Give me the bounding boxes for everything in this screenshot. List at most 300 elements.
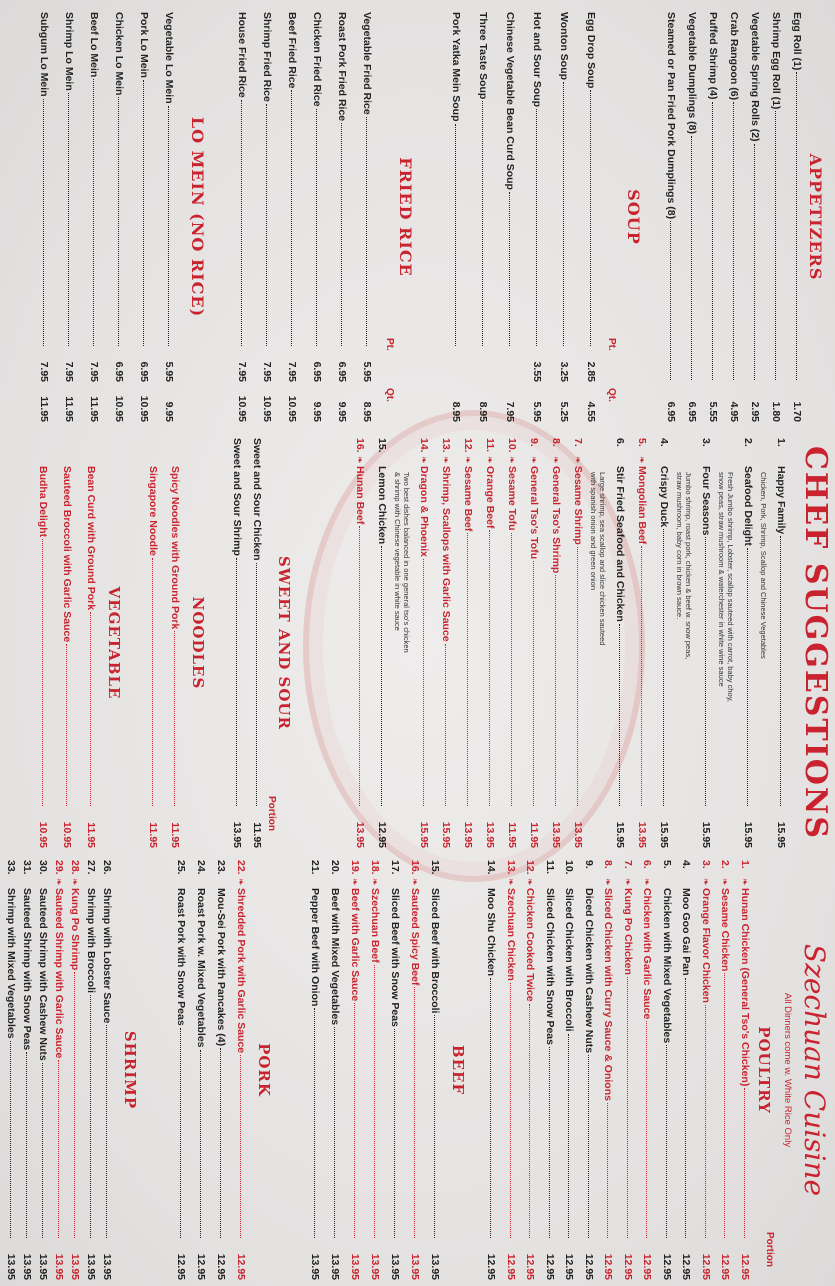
- item-price: 15.95: [742, 821, 754, 848]
- item-number: 9.: [528, 438, 540, 447]
- pork-item[interactable]: [175, 860, 187, 1280]
- appetizers-item[interactable]: [686, 12, 698, 422]
- chili-pepper-icon: ❧: [355, 456, 365, 464]
- item-number: 26.: [101, 860, 113, 875]
- item-number: 1.: [739, 860, 751, 869]
- pint-price: 6.95: [336, 361, 348, 382]
- pork-item[interactable]: [235, 860, 247, 1280]
- leader-dots: [291, 90, 292, 346]
- quart-price: 10.95: [261, 395, 273, 422]
- item-price: 15.95: [614, 821, 626, 848]
- chili-pepper-icon: ❧: [701, 878, 711, 886]
- item-name: Sliced Chicken with Broccoli: [563, 888, 576, 1032]
- sweet-sour-title: SWEET AND SOUR: [275, 556, 293, 730]
- leader-dots: [705, 537, 706, 806]
- leader-dots: [670, 221, 671, 380]
- chili-pepper-icon: ❧: [573, 456, 583, 464]
- chef-item[interactable]: [506, 438, 518, 848]
- item-name: Sliced Beef with Snow Peas: [389, 888, 401, 1027]
- item-name: Sesame Chicken: [719, 888, 732, 972]
- item-number: 19.: [349, 860, 361, 875]
- fried-rice-item[interactable]: [286, 12, 298, 422]
- leader-dots: [42, 1063, 43, 1238]
- item-name: General Tso's Tofu: [528, 466, 540, 560]
- quart-price: 5.95: [531, 401, 543, 422]
- item-price: 12.95: [485, 1253, 498, 1280]
- leader-dots: [180, 1028, 181, 1238]
- leader-dots: [366, 117, 367, 346]
- leader-dots: [220, 1048, 221, 1238]
- item-price: 1.80: [770, 401, 782, 422]
- item-name: Sesame Beef: [462, 466, 474, 532]
- item-name: Shrimp with Lobster Sauce: [101, 888, 113, 1024]
- poultry-item[interactable]: [583, 860, 595, 1280]
- item-price: 13.95: [462, 821, 474, 848]
- item-price: 12.95: [700, 1253, 712, 1280]
- item-description: & shrimp with Chinese vegetable in white sauce: [393, 472, 402, 631]
- lo-mein-item[interactable]: [88, 12, 100, 422]
- quart-price: 11.95: [63, 396, 75, 422]
- item-price: 13.95: [309, 1253, 321, 1280]
- leader-dots: [236, 558, 237, 806]
- leader-dots: [445, 644, 446, 806]
- poultry-item[interactable]: [720, 860, 732, 1280]
- chef-item[interactable]: [700, 438, 712, 848]
- chef-item[interactable]: [572, 438, 584, 848]
- item-name: Shredded Pork with Garlic Sauce: [235, 888, 247, 1054]
- chili-pepper-icon: ❧: [441, 456, 451, 464]
- item-name: Egg Roll (1): [791, 12, 803, 71]
- leader-dots: [549, 1047, 550, 1238]
- pork-item[interactable]: [215, 860, 227, 1280]
- leader-dots: [240, 1055, 241, 1238]
- poultry-item[interactable]: [544, 860, 556, 1280]
- sweet-sour-item[interactable]: [231, 438, 243, 848]
- fried-rice-title: FRIED RICE: [396, 157, 415, 277]
- chili-pepper-icon: ❧: [70, 878, 80, 886]
- leader-dots: [423, 559, 424, 806]
- sweet-sour-portion-label: Portion: [266, 796, 277, 831]
- item-number: 8.: [602, 860, 615, 869]
- chef-item[interactable]: [440, 438, 452, 848]
- appetizers-item[interactable]: [707, 12, 719, 422]
- soup-item[interactable]: [585, 12, 597, 422]
- lo-mein-item[interactable]: [63, 12, 75, 422]
- dinner-note: All Dinners come w. White Rice Only: [782, 992, 793, 1148]
- quart-price: 4.55: [585, 401, 597, 422]
- chef-item[interactable]: [354, 438, 366, 848]
- quart-price: 10.95: [286, 395, 298, 422]
- pint-price: 3.55: [531, 361, 543, 382]
- appetizers-title: APPETIZERS: [806, 153, 825, 281]
- leader-dots: [509, 192, 510, 346]
- item-number: 17.: [389, 860, 401, 875]
- item-name: Happy Family: [775, 466, 787, 535]
- item-name: Sweet and Sour Shrimp: [231, 438, 243, 556]
- leader-dots: [780, 536, 781, 806]
- leader-dots: [577, 547, 578, 806]
- soup-item[interactable]: [477, 12, 489, 422]
- pint-price: 3.25: [558, 361, 570, 382]
- poultry-item[interactable]: [525, 860, 537, 1280]
- leader-dots: [354, 1003, 355, 1238]
- pint-price: 6.95: [311, 361, 323, 382]
- item-number: 1.: [775, 438, 787, 447]
- leader-dots: [374, 965, 375, 1238]
- fried-rice-item[interactable]: [236, 12, 248, 422]
- quart-price: 8.95: [450, 401, 462, 422]
- item-name: Pepper Beef with Onion: [309, 888, 321, 1007]
- item-name: Three Taste Soup: [477, 12, 489, 100]
- item-name: Subgum Lo Mein: [38, 12, 50, 97]
- item-name: Szechuan Chicken: [505, 888, 517, 981]
- fried-rice-item[interactable]: [261, 12, 273, 422]
- leader-dots: [775, 111, 776, 380]
- chili-pepper-icon: ❧: [463, 456, 473, 464]
- item-price: 15.95: [440, 821, 452, 848]
- leader-dots: [747, 548, 748, 806]
- beef-title: BEEF: [449, 1044, 467, 1096]
- beef-item[interactable]: [389, 860, 401, 1280]
- leader-dots: [588, 1055, 589, 1238]
- shrimp-item[interactable]: [5, 860, 17, 1280]
- item-name: Steamed or Pan Fried Pork Dumplings (8): [665, 12, 677, 220]
- item-name: Sliced Beef with Broccoli: [429, 888, 441, 1014]
- left-column: [0, 12, 835, 422]
- leader-dots: [58, 1060, 59, 1238]
- item-price: 12.95: [215, 1253, 227, 1280]
- leader-dots: [754, 144, 755, 380]
- chili-pepper-icon: ❧: [370, 878, 380, 886]
- fried-rice-item[interactable]: [336, 12, 348, 422]
- chef-item[interactable]: [462, 438, 474, 848]
- item-price: 12.95: [641, 1253, 654, 1280]
- chef-item[interactable]: [418, 438, 430, 848]
- pint-price: 7.95: [236, 361, 248, 382]
- item-description: straw mushroom, baby corn in brown sauce.: [675, 472, 684, 620]
- item-number: 9.: [583, 860, 595, 869]
- item-price: 5.55: [707, 401, 719, 422]
- vegetable-title: VEGETABLE: [105, 586, 123, 700]
- appetizers-item[interactable]: [728, 12, 740, 422]
- leader-dots: [705, 1005, 706, 1238]
- item-price: 6.95: [686, 401, 698, 422]
- shrimp-item[interactable]: [21, 860, 33, 1280]
- leader-dots: [563, 82, 564, 346]
- item-number: 33.: [5, 860, 17, 875]
- leader-dots: [256, 563, 257, 806]
- chili-pepper-icon: ❧: [506, 878, 516, 886]
- poultry-item[interactable]: [642, 860, 654, 1280]
- item-number: 27.: [85, 860, 97, 875]
- item-number: 11.: [484, 438, 496, 453]
- item-name: Roast Pork with Snow Peas: [175, 888, 187, 1026]
- poultry-item[interactable]: [700, 860, 712, 1280]
- soup-item[interactable]: [531, 12, 543, 422]
- quart-price: 10.95: [236, 395, 248, 422]
- leader-dots: [666, 1045, 667, 1238]
- item-name: Vegetable Lo Mein: [163, 12, 175, 104]
- chef-item[interactable]: [614, 438, 626, 848]
- sweet-sour-item[interactable]: [251, 438, 263, 848]
- leader-dots: [733, 102, 734, 380]
- chili-pepper-icon: ❧: [410, 878, 420, 886]
- item-name: Shrimp Egg Roll (1): [770, 12, 782, 110]
- item-price: 11.95: [85, 822, 97, 848]
- item-name: Sauteed Shrimp with Cashew Nuts: [37, 888, 49, 1061]
- chili-pepper-icon: ❧: [236, 878, 246, 886]
- item-price: 13.95: [37, 1253, 49, 1280]
- leader-dots: [489, 530, 490, 806]
- soup-item[interactable]: [450, 12, 462, 422]
- vegetable-item[interactable]: [61, 438, 73, 848]
- item-price: 13.95: [5, 1253, 17, 1280]
- item-price: 13.95: [101, 1253, 113, 1280]
- leader-dots: [168, 106, 169, 346]
- item-number: 12.: [524, 860, 537, 875]
- item-name: Roast Pork w. Mixed Vegetables: [195, 888, 207, 1048]
- item-price: 13.95: [636, 821, 648, 848]
- pint-price: 7.95: [261, 361, 273, 382]
- item-name: Chinese Vegetable Bean Curd Soup: [504, 12, 516, 190]
- pint-price: 5.95: [361, 361, 373, 382]
- item-name: House Fried Rice: [236, 12, 248, 98]
- poultry-item[interactable]: [564, 860, 576, 1280]
- noodles-item[interactable]: [147, 438, 159, 848]
- item-price: 1.70: [791, 401, 803, 422]
- leader-dots: [712, 102, 713, 380]
- noodles-item[interactable]: [169, 438, 181, 848]
- item-price: 12.95: [505, 1253, 517, 1280]
- shrimp-item[interactable]: [37, 860, 49, 1280]
- leader-dots: [555, 575, 556, 806]
- leader-dots: [511, 533, 512, 806]
- soup-pt-label: Pt.: [606, 338, 617, 351]
- poultry-title: POULTRY: [755, 1026, 773, 1114]
- item-name: Stir Fried Seafood and Chicken: [614, 466, 626, 622]
- chef-item[interactable]: [775, 438, 787, 848]
- leader-dots: [118, 97, 119, 346]
- item-price: 13.95: [329, 1253, 341, 1280]
- item-name: General Tso's Shrimp: [550, 466, 562, 574]
- item-number: 16.: [409, 860, 421, 875]
- item-price: 12.95: [719, 1253, 732, 1280]
- item-number: 14.: [418, 438, 430, 453]
- item-price: 12.95: [563, 1253, 576, 1280]
- item-name: Beef Lo Mein: [88, 12, 100, 78]
- item-price: 13.95: [429, 1253, 441, 1280]
- shrimp-item[interactable]: [85, 860, 97, 1280]
- item-name: Crispy Duck: [658, 466, 670, 528]
- item-price: 11.95: [251, 822, 263, 848]
- vegetable-item[interactable]: [37, 438, 49, 848]
- item-number: 5.: [636, 438, 648, 447]
- leader-dots: [455, 124, 456, 346]
- item-price: 15.95: [418, 821, 430, 848]
- pint-price: 5.95: [163, 361, 175, 382]
- item-name: Crab Rangoon (6): [728, 12, 740, 101]
- item-name: Lemon Chicken: [376, 466, 388, 545]
- poultry-item[interactable]: [681, 860, 693, 1280]
- item-price: 12.95: [544, 1253, 556, 1280]
- chef-item[interactable]: [550, 438, 562, 848]
- item-number: 23.: [215, 860, 227, 875]
- leader-dots: [143, 80, 144, 346]
- quart-price: 10.95: [113, 395, 125, 422]
- item-number: 2.: [719, 860, 732, 869]
- item-price: 13.95: [231, 821, 243, 848]
- appetizers-item[interactable]: [770, 12, 782, 422]
- appetizers-item[interactable]: [749, 12, 761, 422]
- chef-item[interactable]: [658, 438, 670, 848]
- item-number: 28.: [69, 860, 81, 875]
- poultry-item[interactable]: [622, 860, 634, 1280]
- leader-dots: [381, 546, 382, 806]
- item-name: Sauteed Broccoli with Garlic Sauce: [61, 466, 73, 643]
- soup-item[interactable]: [504, 12, 516, 422]
- item-number: 15.: [376, 438, 388, 453]
- soup-item[interactable]: [558, 12, 570, 422]
- leader-dots: [536, 109, 537, 346]
- chef-item[interactable]: [528, 438, 540, 848]
- chili-pepper-icon: ❧: [720, 878, 731, 886]
- item-price: 11.95: [147, 822, 159, 848]
- fried-rice-item[interactable]: [361, 12, 373, 422]
- lo-mein-item[interactable]: [38, 12, 50, 422]
- item-price: 11.95: [169, 822, 181, 848]
- beef-item[interactable]: [349, 860, 361, 1280]
- item-name: Sesame Tofu: [506, 466, 518, 531]
- item-price: 10.95: [61, 821, 73, 848]
- pint-price: 7.95: [63, 361, 75, 382]
- pork-item[interactable]: [195, 860, 207, 1280]
- leader-dots: [434, 1015, 435, 1238]
- leader-dots: [725, 973, 726, 1238]
- chef-item[interactable]: [742, 438, 754, 848]
- fried-rice-qt-label: Qt.: [384, 388, 395, 402]
- item-name: Kung Po Chicken: [622, 888, 634, 975]
- middle-column: [0, 438, 835, 848]
- item-number: 7.: [622, 860, 634, 869]
- beef-item[interactable]: [409, 860, 421, 1280]
- item-name: Bean Curd with Ground Pork: [85, 466, 97, 611]
- vegetable-item[interactable]: [85, 438, 97, 848]
- item-number: 3.: [700, 438, 712, 447]
- item-number: 31.: [21, 860, 33, 875]
- soup-title: SOUP: [624, 189, 643, 245]
- leader-dots: [359, 526, 360, 806]
- leader-dots: [641, 546, 642, 806]
- lo-mein-item[interactable]: [138, 12, 150, 422]
- item-number: 29.: [53, 860, 65, 875]
- noodles-title: NOODLES: [189, 596, 207, 690]
- quart-price: 11.95: [38, 396, 50, 422]
- item-description: Large shrimp, sea scallop and slice chicken sauteed: [598, 472, 607, 646]
- item-price: 2.95: [749, 401, 761, 422]
- item-name: Beef Fried Rice: [286, 12, 298, 89]
- beef-item[interactable]: [429, 860, 441, 1280]
- item-name: Mou-Sei Pork with Pancakes (4): [215, 888, 227, 1047]
- shrimp-item[interactable]: [69, 860, 81, 1280]
- shrimp-item[interactable]: [101, 860, 113, 1280]
- poultry-item[interactable]: [739, 860, 751, 1280]
- chef-suggestions-title: CHEF SUGGESTIONS: [798, 445, 833, 840]
- item-number: 13.: [505, 860, 517, 875]
- item-name: Hunan Chicken (General Tso's Chicken): [739, 888, 751, 1087]
- chef-item[interactable]: [484, 438, 496, 848]
- item-number: 6.: [641, 860, 654, 869]
- appetizers-item[interactable]: [665, 12, 677, 422]
- chef-item[interactable]: [376, 438, 388, 848]
- item-price: 12.95: [739, 1253, 751, 1280]
- leader-dots: [93, 79, 94, 346]
- item-name: Singapore Noodle: [147, 466, 159, 556]
- chili-pepper-icon: ❧: [603, 878, 614, 886]
- quart-price: 10.95: [138, 395, 150, 422]
- poultry-item[interactable]: [486, 860, 498, 1280]
- poultry-item[interactable]: [505, 860, 517, 1280]
- item-price: 13.95: [409, 1253, 421, 1280]
- lo-mein-item[interactable]: [163, 12, 175, 422]
- item-number: 24.: [195, 860, 207, 875]
- pork-title: PORK: [255, 1043, 273, 1097]
- chef-item[interactable]: [636, 438, 648, 848]
- item-name: Sliced Chicken with Curry Sauce & Onions: [602, 888, 615, 1101]
- chili-pepper-icon: ❧: [642, 878, 653, 886]
- poultry-item[interactable]: [661, 860, 673, 1280]
- item-name: Puffed Shrimp (4): [707, 12, 719, 100]
- beef-item[interactable]: [329, 860, 341, 1280]
- item-price: 15.95: [658, 821, 670, 848]
- beef-item[interactable]: [309, 860, 321, 1280]
- fried-rice-item[interactable]: [311, 12, 323, 422]
- beef-item[interactable]: [369, 860, 381, 1280]
- shrimp-item[interactable]: [53, 860, 65, 1280]
- item-description: Chicken, Pork, Shrimp, Scallop and Chinese Vegetables: [759, 472, 768, 659]
- item-name: Sesame Shrimp: [572, 466, 584, 545]
- shrimp-title: SHRIMP: [121, 1030, 139, 1110]
- appetizers-item[interactable]: [791, 12, 803, 422]
- quart-price: 8.95: [361, 401, 373, 422]
- lo-mein-item[interactable]: [113, 12, 125, 422]
- item-price: 12.95: [524, 1253, 537, 1280]
- item-number: 5.: [661, 860, 673, 869]
- item-price: 12.95: [622, 1253, 634, 1280]
- leader-dots: [467, 533, 468, 806]
- leader-dots: [491, 978, 492, 1238]
- fried-rice-pt-label: Pt.: [384, 338, 395, 351]
- item-price: 13.95: [85, 1253, 97, 1280]
- chili-pepper-icon: ❧: [525, 878, 536, 886]
- leader-dots: [590, 90, 591, 346]
- item-name: Chicken Cooked Twice: [524, 888, 537, 1002]
- item-number: 7.: [572, 438, 584, 447]
- leader-dots: [341, 123, 342, 346]
- item-price: 13.95: [484, 821, 496, 848]
- item-name: Chicken Fried Rice: [311, 12, 323, 107]
- leader-dots: [26, 1052, 27, 1238]
- item-number: 8.: [550, 438, 562, 447]
- item-price: 13.95: [21, 1253, 33, 1280]
- right-column: [0, 860, 835, 1280]
- item-name: Roast Pork Fried Rice: [336, 12, 348, 122]
- poultry-item[interactable]: [603, 860, 615, 1280]
- chili-pepper-icon: ❧: [350, 878, 360, 886]
- item-name: Beef with Garlic Sauce: [349, 888, 361, 1002]
- leader-dots: [533, 561, 534, 806]
- chili-pepper-icon: ❧: [54, 878, 64, 886]
- item-number: 4.: [658, 438, 670, 447]
